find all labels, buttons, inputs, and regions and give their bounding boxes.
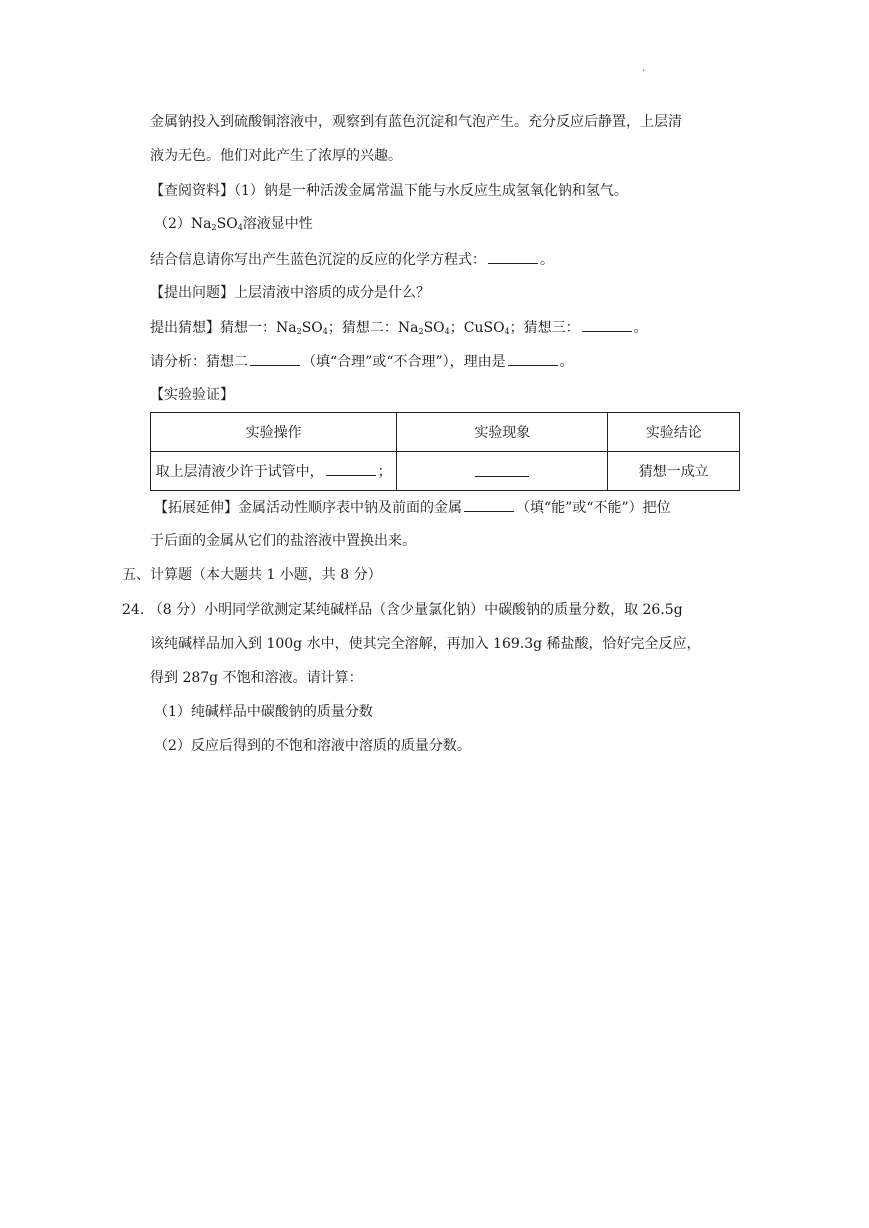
q24-line-2: 该纯碱样品加入到 100g 水中，使其完全溶解，再加入 169.3g 稀盐酸，恰好完全反应， bbox=[150, 636, 701, 652]
intro-line-2: 液为无色。他们对此产生了浓厚的兴趣。 bbox=[150, 148, 402, 164]
section-five-heading: 五、计算题（本大题共 1 小题，共 8 分） bbox=[122, 567, 382, 583]
cell-conclusion: 猜想一成立 bbox=[608, 452, 740, 491]
cell-operation: 取上层清液少许于试管中， ； bbox=[151, 452, 397, 491]
analyze-line: 请分析：猜想二 （填“合理”或“不合理”），理由是 。 bbox=[150, 351, 574, 372]
equation-blank[interactable] bbox=[488, 249, 538, 264]
cell-phenomenon bbox=[397, 452, 608, 491]
guess-line: 提出猜想】猜想一：$Na_2SO_4$；猜想二：$Na_2SO_4$；CuSO$_4$；猜想三： 。 bbox=[150, 317, 648, 342]
intro-line-1: 金属钠投入到硫酸铜溶液中，观察到有蓝色沉淀和气泡产生。充分反应后静置，上层清 bbox=[150, 114, 682, 130]
operation-blank[interactable] bbox=[326, 461, 376, 476]
header-phenomenon: 实验现象 bbox=[397, 413, 608, 452]
table-row bbox=[151, 452, 740, 491]
q24-line-3: 得到 287g 不饱和溶液。请计算： bbox=[150, 670, 363, 686]
reasonable-blank[interactable] bbox=[250, 351, 300, 366]
q24-line-1: 24. （8 分）小明同学欲测定某纯碱样品（含少量氯化钠）中碳酸钠的质量分数，取 26.5g bbox=[122, 602, 683, 618]
header-conclusion: 实验结论 bbox=[608, 413, 740, 452]
experiment-table bbox=[150, 412, 740, 491]
extend-blank[interactable] bbox=[464, 497, 514, 512]
table-header-row bbox=[151, 413, 740, 452]
lookup-line-1: 【查阅资料】（1）钠是一种活泼金属常温下能与水反应生成氢氧化钠和氢气。 bbox=[150, 183, 628, 199]
q24-sub-1: （1）纯碱样品中碳酸钠的质量分数 bbox=[154, 704, 373, 720]
question-line: 【提出问题】上层清液中溶质的成分是什么？ bbox=[150, 285, 430, 301]
q24-sub-2: （2）反应后得到的不饱和溶液中溶质的质量分数。 bbox=[154, 738, 471, 754]
extend-line-2: 于后面的金属从它们的盐溶液中置换出来。 bbox=[150, 533, 416, 549]
extend-line-1: 【拓展延伸】金属活动性顺序表中钠及前面的金属 （填“能”或“不能”）把位 bbox=[154, 497, 671, 518]
corner-dot: · bbox=[642, 66, 646, 77]
verify-title: 【实验验证】 bbox=[150, 387, 234, 403]
lookup-line-2: $(2)Na_2SO_4$溶液显中性 bbox=[154, 216, 313, 232]
reason-blank[interactable] bbox=[508, 351, 558, 366]
phenomenon-blank[interactable] bbox=[475, 462, 529, 477]
header-operation: 实验操作 bbox=[151, 413, 397, 452]
guess-three-blank[interactable] bbox=[582, 317, 632, 332]
combine-line: 结合信息请你写出产生蓝色沉淀的反应的化学方程式： 。 bbox=[150, 249, 554, 270]
